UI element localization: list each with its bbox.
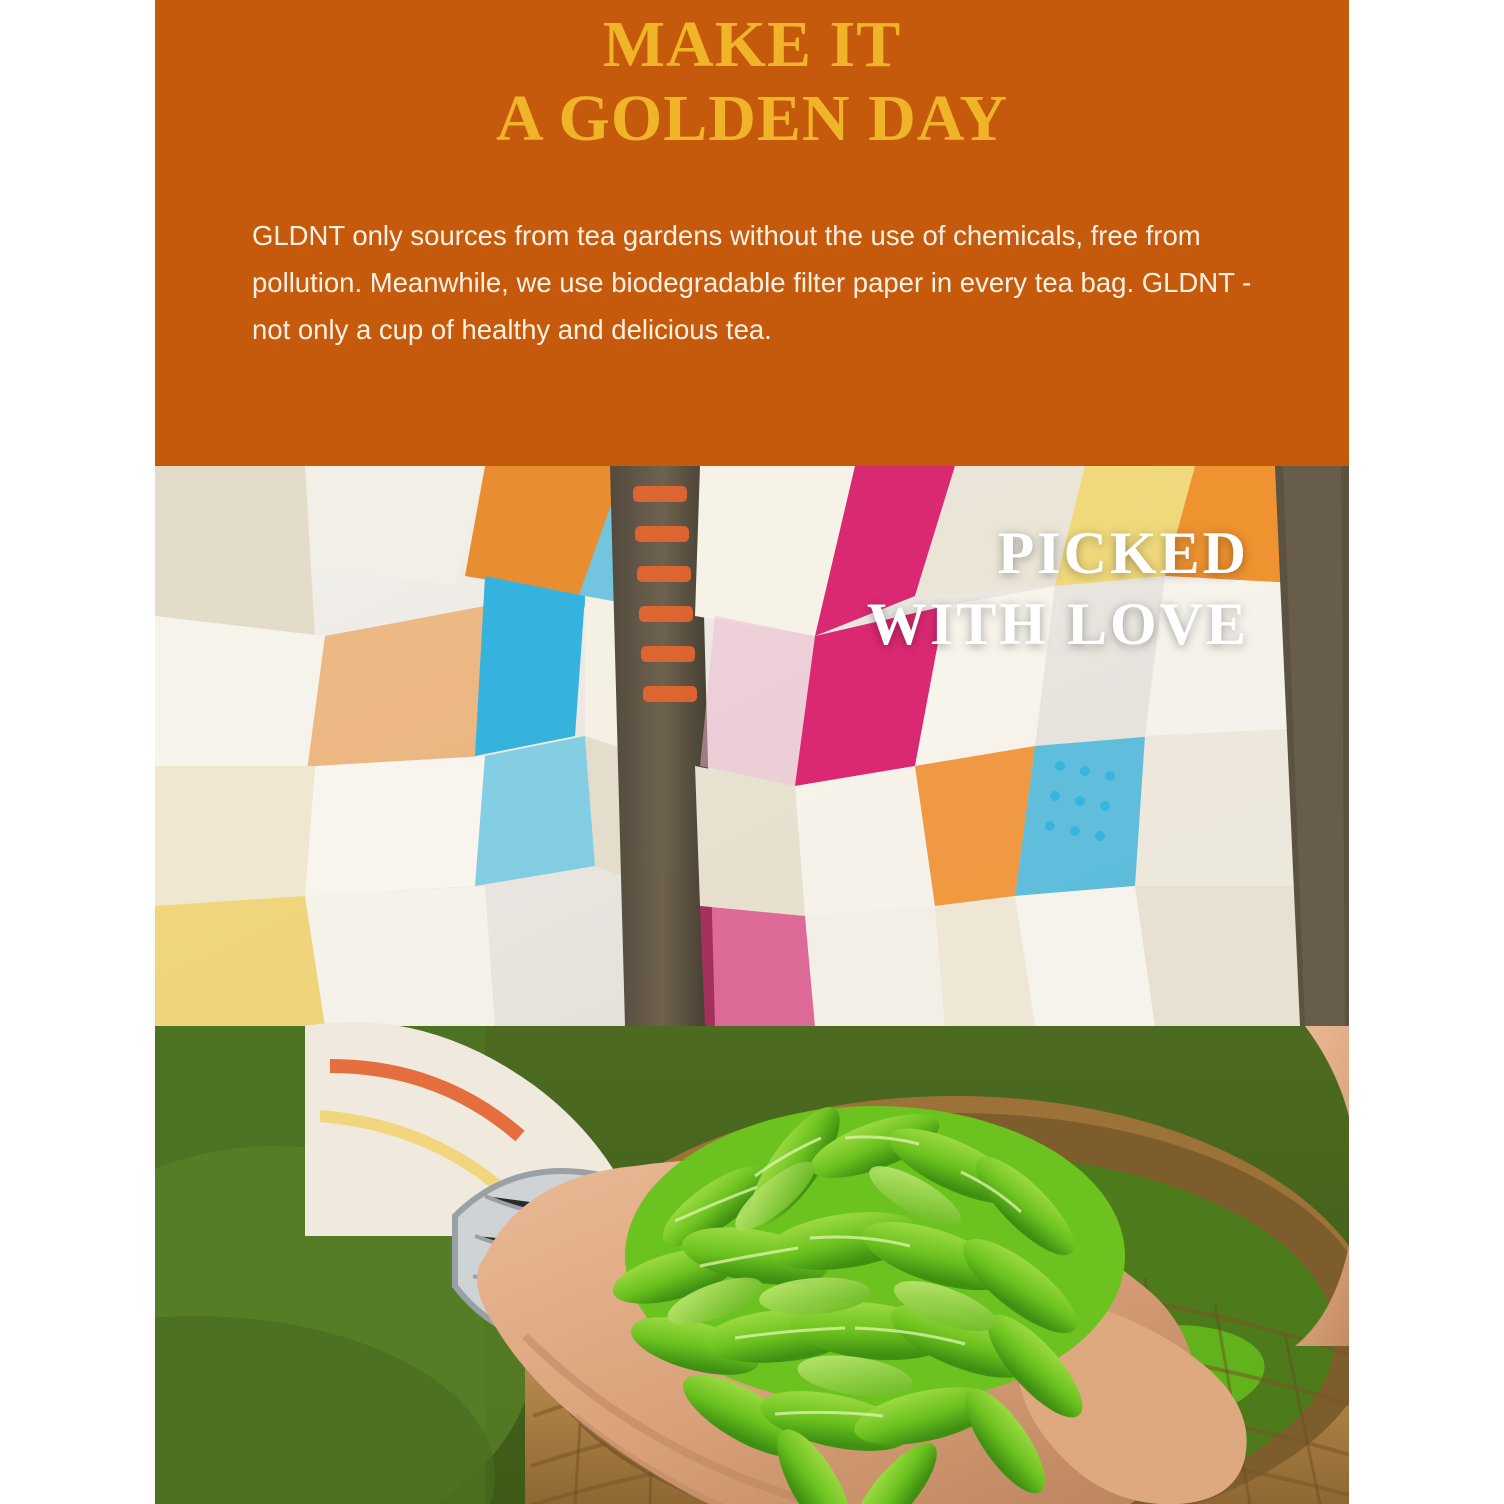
overlay-line-1: PICKED	[997, 520, 1249, 586]
headline-line-1: MAKE IT	[602, 8, 902, 81]
headline-line-2: A GOLDEN DAY	[496, 81, 1008, 155]
page-title	[155, 0, 1349, 156]
overlay-line-2: WITH LOVE	[866, 590, 1249, 657]
banner-body-text: GLDNT only sources from tea gardens without the use of chemicals, free from pollution. Meanwhile, we use biodegradable filter paper in every tea bag. GLDNT - not only a cup of healthy and delicious tea.	[252, 219, 1252, 346]
photo-overlay-title	[867, 518, 1249, 660]
hero-photo	[155, 466, 1349, 1504]
promo-banner	[155, 0, 1349, 466]
